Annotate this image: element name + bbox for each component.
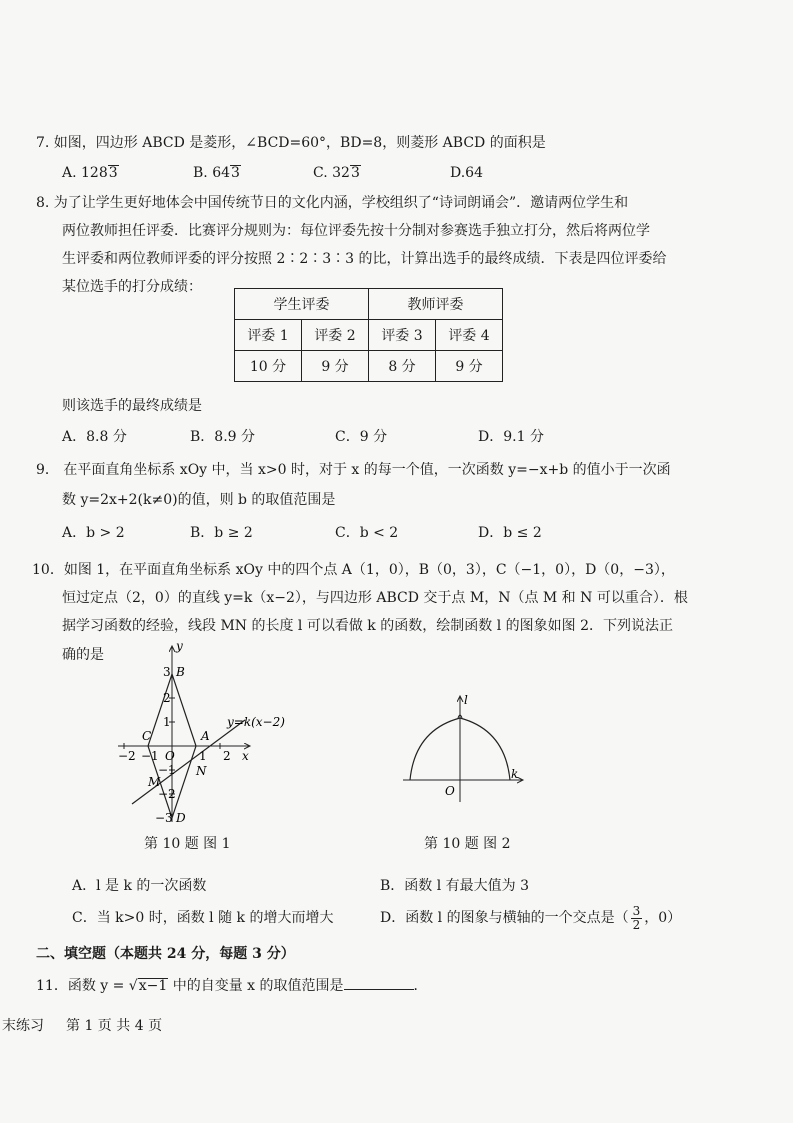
label-l: l (464, 693, 468, 707)
label-c: C (142, 729, 152, 743)
q11-answer-blank (344, 975, 414, 990)
figure-1-diagram (110, 636, 320, 836)
q7-option-b: B. 643 (193, 165, 240, 181)
q8-line-4: 某位选手的打分成绩： (62, 279, 202, 295)
q9-option-a: A．b > 2 (62, 525, 125, 541)
xtick-2: 2 (223, 749, 231, 763)
label-k: k (511, 767, 519, 781)
q10-option-d: D．函数 l 的图象与横轴的一个交点是（ $\frac{3}{2}$ ，0） (380, 903, 682, 932)
table-score-1: 10 分 (235, 351, 302, 382)
label-x: x (242, 749, 249, 763)
tick-m1: −1 (158, 763, 176, 777)
xtick-m2: −2 (118, 749, 136, 763)
score-table (234, 288, 503, 382)
table-judge-3: 评委 3 (369, 320, 436, 351)
label-m: M (148, 775, 161, 789)
tick-1: 1 (163, 715, 171, 729)
q8-question: 则该选手的最终成绩是 (62, 398, 202, 414)
xtick-1: 1 (199, 749, 207, 763)
q7-stem: 7. 如图，四边形 ABCD 是菱形，∠BCD=60°，BD=8，则菱形 ABCD 的面积是 (36, 135, 546, 151)
tick-3: 3 (163, 665, 171, 679)
label-o: O (165, 749, 175, 763)
q7-option-a: A. 1283 (62, 165, 118, 181)
table-judge-2: 评委 2 (302, 320, 369, 351)
table-score-4: 9 分 (436, 351, 503, 382)
figure-2-graph (395, 690, 535, 805)
q9-line-1: 9． 在平面直角坐标系 xOy 中，当 x>0 时，对于 x 的每一个值，一次函数 y=−x+b 的值小于一次函 (36, 462, 671, 478)
q10-line-1: 10．如图 1，在平面直角坐标系 xOy 中的四个点 A（1，0），B（0，3），C（−1，0），D（0，−3）， (32, 562, 675, 578)
label-b: B (176, 665, 185, 679)
q8-line-2: 两位教师担任评委．比赛评分规则为：每位评委先按十分制对参赛选手独立打分，然后将两位学 (62, 223, 650, 239)
q10-line-2: 恒过定点（2，0）的直线 y=k（x−2），与四边形 ABCD 交于点 M，N（点 M 和 N 可以重合）．根 (62, 590, 688, 606)
section-2-title: 二、填空题（本题共 24 分，每题 3 分） (36, 946, 295, 962)
table-score-2: 9 分 (302, 351, 369, 382)
q8-option-b: B．8.9 分 (190, 429, 256, 445)
fraction-3-2: $\frac{3}{2}$ (632, 903, 641, 932)
label-n: N (196, 764, 207, 778)
table-judge-4: 评委 4 (436, 320, 503, 351)
q11: 11．函数 y = √x−1 中的自变量 x 的取值范围是 ． (36, 975, 428, 996)
q9-option-d: D．b ≤ 2 (478, 525, 542, 541)
q7-option-c: C. 323 (313, 165, 360, 181)
q8-line-3: 生评委和两位教师评委的评分按照 2∶2∶3∶3 的比，计算出选手的最终成绩．下表是四位评委给 (62, 251, 667, 267)
q8-line-1: 8. 为了让学生更好地体会中国传统节日的文化内涵，学校组织了“诗词朗诵会”．邀请两位学生和 (36, 195, 629, 211)
tick-m3: −3 (155, 811, 173, 825)
q10-option-a: A．l 是 k 的一次函数 (72, 878, 207, 894)
q8-option-d: D．9.1 分 (478, 429, 544, 445)
footer-label: 末练习 (2, 1018, 44, 1034)
q10-option-c: C．当 k>0 时，函数 l 随 k 的增大而增大 (72, 910, 334, 926)
q8-option-a: A．8.8 分 (62, 429, 127, 445)
label-d: D (176, 811, 186, 825)
q7-option-d: D.64 (450, 165, 483, 181)
table-header-teachers: 教师评委 (369, 289, 503, 320)
tick-2: 2 (163, 691, 171, 705)
table-judge-1: 评委 1 (235, 320, 302, 351)
table-score-3: 8 分 (369, 351, 436, 382)
q10-option-b: B．函数 l 有最大值为 3 (380, 878, 530, 894)
q8-option-c: C．9 分 (335, 429, 388, 445)
q9-option-c: C．b < 2 (335, 525, 399, 541)
q10-line-3: 据学习函数的经验，线段 MN 的长度 l 可以看做 k 的函数，绘制函数 l 的图象如图 2．下列说法正 (62, 618, 673, 634)
table-header-students: 学生评委 (235, 289, 369, 320)
figure-1-caption: 第 10 题 图 1 (144, 836, 231, 852)
q10-line-4: 确的是 (62, 647, 104, 663)
xtick-m1: −1 (141, 749, 159, 763)
q9-line-2: 数 y=2x+2(k≠0)的值，则 b 的取值范围是 (62, 492, 336, 508)
footer-page-number: 第 1 页 共 4 页 (66, 1018, 163, 1034)
tick-m2: −2 (158, 787, 176, 801)
figure-2-caption: 第 10 题 图 2 (424, 836, 511, 852)
label-line: y=k(x−2) (227, 715, 285, 729)
label-y: y (176, 639, 183, 653)
label-o2: O (445, 784, 455, 798)
q9-option-b: B．b ≥ 2 (190, 525, 253, 541)
label-a: A (201, 729, 210, 743)
